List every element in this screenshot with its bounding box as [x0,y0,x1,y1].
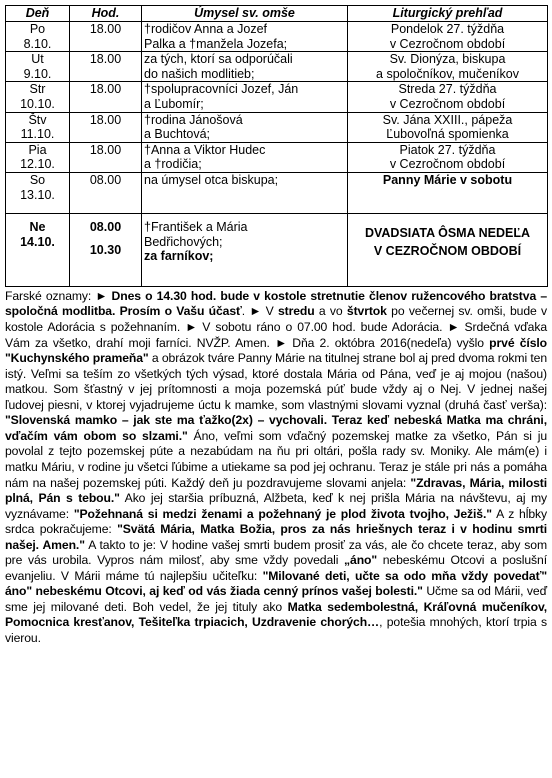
intention-cell-line: †rodičov Anna a Jozef [144,22,267,36]
day-cell-line: 11.10. [20,127,55,142]
liturgy-cell [348,213,548,286]
hour-cell-line: 10.30 [89,242,122,257]
hour-cell [70,52,142,82]
hour-cell-line: 18.00 [89,142,122,157]
liturgy-cell-line: Sv. Dionýza, biskupa [389,52,506,67]
intention-cell [142,112,348,142]
intention-cell-line: Bedřichových; [144,234,223,249]
announcement-emphasis: „áno" [344,553,378,568]
table-row [6,22,548,52]
intention-cell-line: na úmysel otca biskupa; [144,172,279,187]
intention-cell-line: a †rodičia; [144,157,202,172]
day-cell [6,82,70,112]
table-row [6,142,548,172]
announcement-text: A z hĺbky srdca pokračujeme: [5,506,547,537]
hour-cell [70,112,142,142]
day-cell-line: Po [29,22,46,36]
intention-cell [142,142,348,172]
hour-cell [70,82,142,112]
mass-schedule-table [5,5,548,287]
intention-cell-line: za farníkov; [144,249,214,264]
table-row [6,112,548,142]
day-cell-line: 10.10. [20,96,55,111]
liturgy-cell-line: Pondelok 27. týždňa [390,22,505,36]
day-cell-line: Ut [31,52,44,67]
table-header-row [6,6,548,22]
intention-cell-line: Palka a †manžela Jozefa; [144,36,288,51]
intention-cell-line: za tých, ktorí sa odporúčali [144,52,293,67]
liturgy-cell-line: V CEZROČNOM OBDOBÍ [373,243,522,258]
day-cell [6,22,70,52]
liturgy-cell [348,22,548,52]
liturgy-cell [348,172,548,213]
intention-cell-line: a Ľubomír; [144,96,204,111]
hour-cell [70,213,142,286]
announcement-text: po večernej sv. omši, bude v kostole Adorácia s požehnaním. ► V sobotu ráno o 07.00 hod. bude Adorácia. ► Srdečná vďaka Vám za všetko, drahí moji farníci. NVŽP. Amen. ► Dňa 2. októbra 2016(nedeľa) vyšlo [5,304,548,350]
announcement-emphasis: stredu [277,304,315,319]
intention-cell-line: †spolupracovníci Jozef, Ján [144,82,299,97]
intention-cell [142,22,348,52]
announcement-emphasis: "Milované deti, učte sa odo mňa vždy povedať" áno" nebeskému Otcovi, aj keď od vás žiada cenný prínos vašej bolesti." [5,568,548,599]
hour-cell-line: 08.00 [89,219,122,234]
hour-cell-line: 18.00 [89,82,122,97]
day-cell-line: 13.10. [20,187,55,202]
announcement-emphasis: "Svätá Mária, Matka Božia, pros za nás hriešnych teraz i v hodinu smrti našej. Amen." [5,522,547,552]
announcement-text: Učme sa od Márii, veď sme jej milované deti. Boh vedel, že jej tituly ako [5,584,547,614]
intention-cell [142,213,348,286]
announcement-emphasis: Matka sedembolestná, Kráľovná mučeníkov, Pomocnica kresťanov, Tešiteľka trpiacich, Uzdravenie chorých… [5,599,548,630]
day-cell [6,213,70,286]
day-cell-line: 12.10. [20,157,55,172]
announcement-emphasis: "Požehnaná si medzi ženami a požehnaný je plod života tvojho, Ježiš." [73,506,492,521]
table-row [6,52,548,82]
announcement-text: a vo [314,304,347,319]
hour-cell [70,142,142,172]
announcement-text: . ► V [241,304,278,319]
liturgy-cell-line: Ľubovoľná spomienka [386,127,509,142]
day-cell-line: Str [29,82,46,97]
announcement-text: , potešia mnohých, ktorí trpia s vierou. [5,615,547,645]
liturgy-cell-line: Streda 27. týždňa [398,82,497,97]
liturgy-cell [348,82,548,112]
announcement-emphasis: "Zdravas, Mária, milosti plná, Pán s tebou." [5,475,548,506]
intention-cell [142,52,348,82]
parish-announcements [5,289,547,647]
intention-cell-line: †František a Mária [144,219,248,234]
liturgy-cell [348,112,548,142]
day-cell-line: 9.10. [23,66,52,81]
liturgy-cell-line: v Cezročnom období [389,96,506,111]
table-row [6,213,548,286]
day-cell-line: Pia [28,142,47,157]
header-liturgy: Liturgický prehľad [348,6,548,22]
announcement-emphasis: Dnes o 14.30 hod. bude v kostole stretnutie členov ružencového bratstva – spoločná modlitba. Prosím o Vašu účasť [5,288,547,319]
day-cell [6,112,70,142]
liturgy-cell-line: a spoločníkov, mučeníkov [376,66,519,81]
intention-cell [142,82,348,112]
liturgy-cell-line: Piatok 27. týždňa [399,142,496,157]
announcement-text: Ako jej staršia príbuzná, Alžbeta, keď k nej prišla Mária na návštevu, aj my vyznávame: [5,491,547,521]
day-cell-line: Štv [28,112,47,127]
intention-cell-line: †Anna a Viktor Hudec [144,142,266,157]
announcement-emphasis: prvé číslo [489,335,548,350]
hour-cell-line: 18.00 [89,22,122,36]
day-cell [6,172,70,213]
hour-cell [70,22,142,52]
liturgy-cell [348,142,548,172]
day-cell [6,52,70,82]
day-cell-line: So [29,172,46,187]
day-cell [6,142,70,172]
announcement-text: Farské oznamy: ► [5,288,112,303]
intention-cell-line: †rodina Jánošová [144,112,243,127]
liturgy-cell-line: v Cezročnom období [389,157,506,172]
header-hour: Hod. [70,6,142,22]
liturgy-cell [348,52,548,82]
hour-cell-line: 18.00 [89,52,122,67]
day-cell-line: Ne [29,219,46,234]
liturgy-cell-line: v Cezročnom období [389,36,506,51]
announcement-text: A takto to je: V hodine vašej smrti budem prosiť za vás, ale čo chcete teraz, aby som pre vás urobila. Vypros nám milosť, aby sme vždy povedali [5,537,548,568]
day-cell-line: 8.10. [23,36,52,51]
header-intention: Úmysel sv. omše [142,6,348,22]
table-row [6,82,548,112]
announcement-text: a obrázok tváre Panny Márie na titulnej strane bol aj pred dvoma rokmi ten istý. Veľmi sa teším zo všetkých tých výsad, ktoré dostala Mária od Pána, veď je aj mojou (našou) matkou. Som šťastný v jej prítomnosti a moja pozemská púť bude vždy aj o Nej. V jednej našej ľudovej piesni, v ktorej vyjadrujeme úctu k mamke, som vlastnými slovami vyznal (druhá časť verša): [5,351,547,412]
announcement-emphasis: "Slovenská mamko – jak ste ma ťažko(2x) – vychovali. Teraz keď nebeská Matka ma chráni, vďačím vám obom so slzami." [5,413,547,443]
announcement-emphasis: "Kuchynského prameňa" [5,351,149,366]
hour-cell-line: 08.00 [89,172,122,187]
bulletin-page [5,5,547,647]
liturgy-cell-line: DVADSIATA ÔSMA NEDEĽA [364,225,531,240]
hour-cell [70,172,142,213]
intention-cell [142,172,348,213]
announcement-text: Áno, veľmi som vďačný pozemskej matke za všetko, Pán si ju povolal z tejto pozemskej púte a nezabúdam na ňu pri oltári, pošla rady sv. Moniky. Ale mám(e) i matku Máriu, v rodine ju všetci ľúbime a utiekame sa pod jej ochranu. Teraz je stále pri nás a pomáha nám na našej pozemskej púti. Každý deň ju pozdravujeme slovami anjela: [5,428,547,490]
intention-cell-line: do našich modlitieb; [144,66,255,81]
table-row [6,172,548,213]
hour-cell-line: 18.00 [89,112,122,127]
announcement-text: nebeskému Otcovi a poslušní evanjeliu. V Márii máme tú najlepšiu učiteľku: [5,553,547,583]
header-day: Deň [6,6,70,22]
intention-cell-line: a Buchtová; [144,127,211,142]
announcement-emphasis: štvrtok [346,304,387,319]
liturgy-cell-line: Panny Márie v sobotu [382,172,513,187]
day-cell-line: 14.10. [20,234,55,249]
liturgy-cell-line: Sv. Jána XXIII., pápeža [382,112,513,127]
